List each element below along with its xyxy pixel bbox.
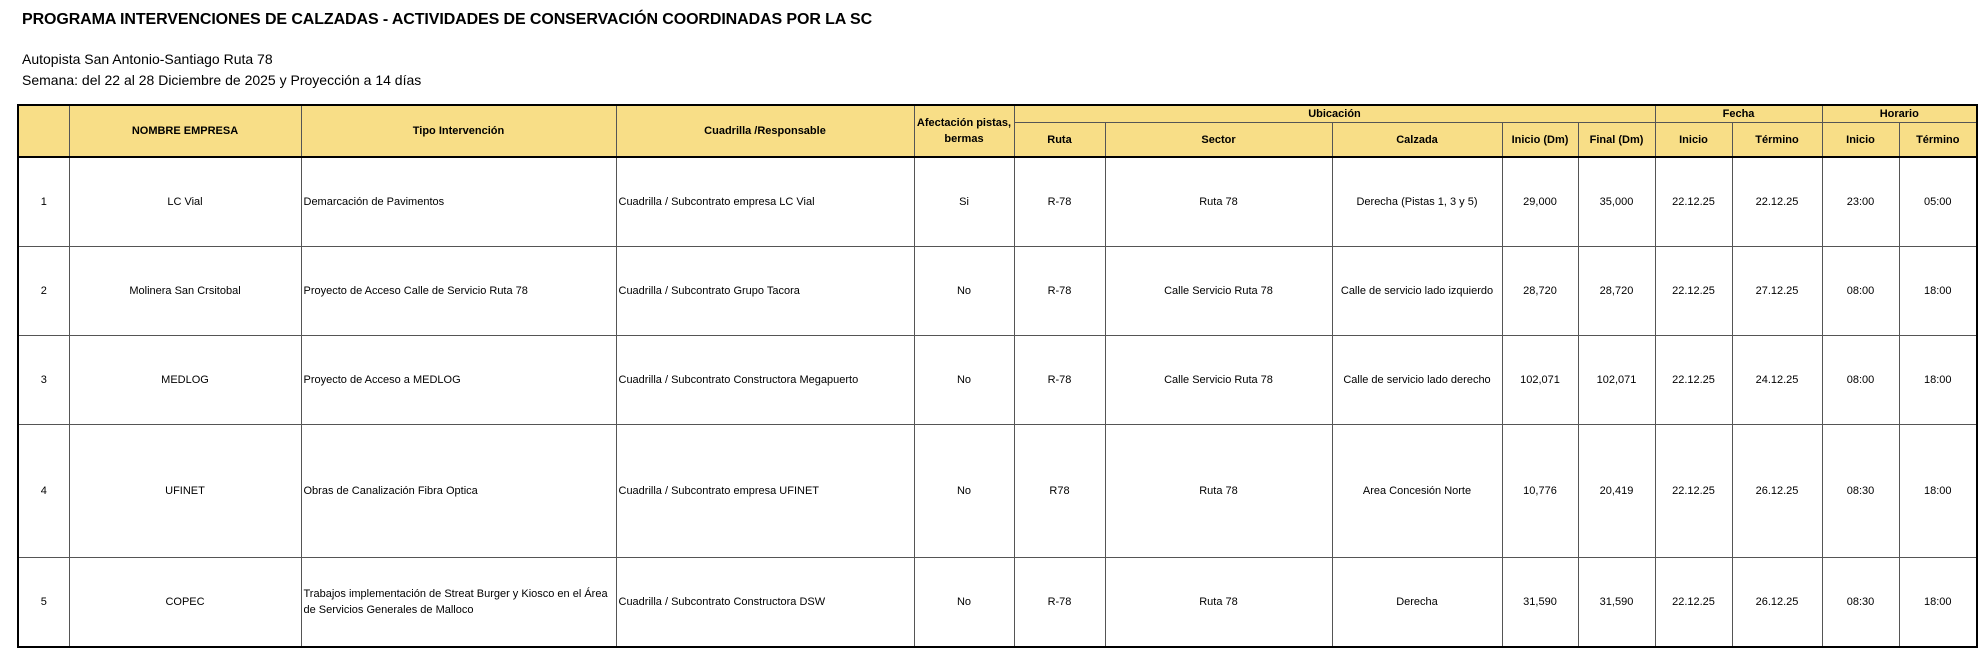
header-fecha-termino: Término bbox=[1732, 123, 1822, 158]
cell-inicio-dm: 102,071 bbox=[1502, 336, 1578, 425]
cell-inicio-dm: 10,776 bbox=[1502, 425, 1578, 558]
cell-calzada: Calle de servicio lado izquierdo bbox=[1332, 247, 1502, 336]
cell-tipo: Demarcación de Pavimentos bbox=[301, 157, 616, 247]
cell-calzada: Derecha (Pistas 1, 3 y 5) bbox=[1332, 157, 1502, 247]
cell-hora-termino: 05:00 bbox=[1899, 157, 1977, 247]
cell-afectacion: No bbox=[914, 336, 1014, 425]
cell-num: 4 bbox=[18, 425, 69, 558]
cell-sector: Ruta 78 bbox=[1105, 558, 1332, 648]
header-fecha-inicio: Inicio bbox=[1655, 123, 1732, 158]
cell-inicio-dm: 31,590 bbox=[1502, 558, 1578, 648]
cell-hora-inicio: 08:30 bbox=[1822, 425, 1899, 558]
header-sector: Sector bbox=[1105, 123, 1332, 158]
cell-cuadrilla: Cuadrilla / Subcontrato Constructora Megapuerto bbox=[616, 336, 914, 425]
cell-sector: Calle Servicio Ruta 78 bbox=[1105, 336, 1332, 425]
cell-fecha-termino: 27.12.25 bbox=[1732, 247, 1822, 336]
cell-hora-inicio: 23:00 bbox=[1822, 157, 1899, 247]
header-calzada: Calzada bbox=[1332, 123, 1502, 158]
cell-num: 1 bbox=[18, 157, 69, 247]
cell-calzada: Area Concesión Norte bbox=[1332, 425, 1502, 558]
header-final-dm: Final (Dm) bbox=[1578, 123, 1655, 158]
table-row bbox=[18, 336, 1977, 425]
cell-final-dm: 31,590 bbox=[1578, 558, 1655, 648]
cell-cuadrilla: Cuadrilla / Subcontrato empresa UFINET bbox=[616, 425, 914, 558]
header-inicio-dm: Inicio (Dm) bbox=[1502, 123, 1578, 158]
cell-inicio-dm: 29,000 bbox=[1502, 157, 1578, 247]
cell-empresa: COPEC bbox=[69, 558, 301, 648]
header-group-fecha: Fecha bbox=[1655, 105, 1822, 123]
document-title: PROGRAMA INTERVENCIONES DE CALZADAS - ACTIVIDADES DE CONSERVACIÓN COORDINADAS POR LA SC bbox=[22, 11, 873, 28]
cell-empresa: MEDLOG bbox=[69, 336, 301, 425]
cell-ruta: R-78 bbox=[1014, 247, 1105, 336]
cell-hora-inicio: 08:00 bbox=[1822, 336, 1899, 425]
cell-fecha-inicio: 22.12.25 bbox=[1655, 336, 1732, 425]
header-ruta: Ruta bbox=[1014, 123, 1105, 158]
cell-tipo: Proyecto de Acceso Calle de Servicio Ruta 78 bbox=[301, 247, 616, 336]
table-row bbox=[18, 558, 1977, 648]
cell-calzada: Calle de servicio lado derecho bbox=[1332, 336, 1502, 425]
cell-afectacion: Si bbox=[914, 157, 1014, 247]
header-hora-inicio: Inicio bbox=[1822, 123, 1899, 158]
cell-afectacion: No bbox=[914, 247, 1014, 336]
cell-hora-termino: 18:00 bbox=[1899, 558, 1977, 648]
cell-ruta: R-78 bbox=[1014, 157, 1105, 247]
table-row bbox=[18, 157, 1977, 247]
table-row bbox=[18, 247, 1977, 336]
cell-sector: Ruta 78 bbox=[1105, 425, 1332, 558]
cell-empresa: Molinera San Crsitobal bbox=[69, 247, 301, 336]
cell-final-dm: 20,419 bbox=[1578, 425, 1655, 558]
header-group-horario: Horario bbox=[1822, 105, 1977, 123]
cell-ruta: R78 bbox=[1014, 425, 1105, 558]
cell-hora-inicio: 08:00 bbox=[1822, 247, 1899, 336]
cell-fecha-termino: 24.12.25 bbox=[1732, 336, 1822, 425]
cell-ruta: R-78 bbox=[1014, 336, 1105, 425]
table-body bbox=[18, 157, 1977, 647]
header-hora-termino: Término bbox=[1899, 123, 1977, 158]
cell-final-dm: 28,720 bbox=[1578, 247, 1655, 336]
cell-sector: Ruta 78 bbox=[1105, 157, 1332, 247]
cell-cuadrilla: Cuadrilla / Subcontrato Grupo Tacora bbox=[616, 247, 914, 336]
cell-fecha-inicio: 22.12.25 bbox=[1655, 425, 1732, 558]
cell-fecha-inicio: 22.12.25 bbox=[1655, 247, 1732, 336]
cell-cuadrilla: Cuadrilla / Subcontrato empresa LC Vial bbox=[616, 157, 914, 247]
cell-tipo: Proyecto de Acceso a MEDLOG bbox=[301, 336, 616, 425]
cell-num: 3 bbox=[18, 336, 69, 425]
cell-fecha-inicio: 22.12.25 bbox=[1655, 157, 1732, 247]
cell-final-dm: 35,000 bbox=[1578, 157, 1655, 247]
cell-empresa: LC Vial bbox=[69, 157, 301, 247]
header-tipo: Tipo Intervención bbox=[301, 105, 616, 157]
cell-tipo: Obras de Canalización Fibra Optica bbox=[301, 425, 616, 558]
cell-empresa: UFINET bbox=[69, 425, 301, 558]
cell-hora-termino: 18:00 bbox=[1899, 425, 1977, 558]
table-row bbox=[18, 425, 1977, 558]
cell-num: 5 bbox=[18, 558, 69, 648]
cell-num: 2 bbox=[18, 247, 69, 336]
header-group-ubicacion: Ubicación bbox=[1014, 105, 1655, 123]
interventions-table bbox=[17, 104, 1978, 648]
cell-fecha-termino: 26.12.25 bbox=[1732, 425, 1822, 558]
cell-final-dm: 102,071 bbox=[1578, 336, 1655, 425]
header-afectacion: Afectación pistas, bermas bbox=[914, 105, 1014, 157]
cell-hora-inicio: 08:30 bbox=[1822, 558, 1899, 648]
cell-fecha-inicio: 22.12.25 bbox=[1655, 558, 1732, 648]
cell-fecha-termino: 26.12.25 bbox=[1732, 558, 1822, 648]
cell-inicio-dm: 28,720 bbox=[1502, 247, 1578, 336]
header-empresa: NOMBRE EMPRESA bbox=[69, 105, 301, 157]
cell-ruta: R-78 bbox=[1014, 558, 1105, 648]
document-subtitle-week: Semana: del 22 al 28 Diciembre de 2025 y Proyección a 14 días bbox=[22, 72, 422, 88]
header-number bbox=[18, 105, 69, 157]
document-subtitle-route: Autopista San Antonio-Santiago Ruta 78 bbox=[22, 51, 273, 67]
cell-sector: Calle Servicio Ruta 78 bbox=[1105, 247, 1332, 336]
cell-afectacion: No bbox=[914, 558, 1014, 648]
cell-tipo: Trabajos implementación de Streat Burger y Kiosco en el Área de Servicios Generales de Malloco bbox=[301, 558, 616, 648]
cell-cuadrilla: Cuadrilla / Subcontrato Constructora DSW bbox=[616, 558, 914, 648]
cell-hora-termino: 18:00 bbox=[1899, 336, 1977, 425]
cell-fecha-termino: 22.12.25 bbox=[1732, 157, 1822, 247]
cell-afectacion: No bbox=[914, 425, 1014, 558]
cell-calzada: Derecha bbox=[1332, 558, 1502, 648]
header-cuadrilla: Cuadrilla /Responsable bbox=[616, 105, 914, 157]
table-header bbox=[18, 105, 1977, 157]
cell-hora-termino: 18:00 bbox=[1899, 247, 1977, 336]
